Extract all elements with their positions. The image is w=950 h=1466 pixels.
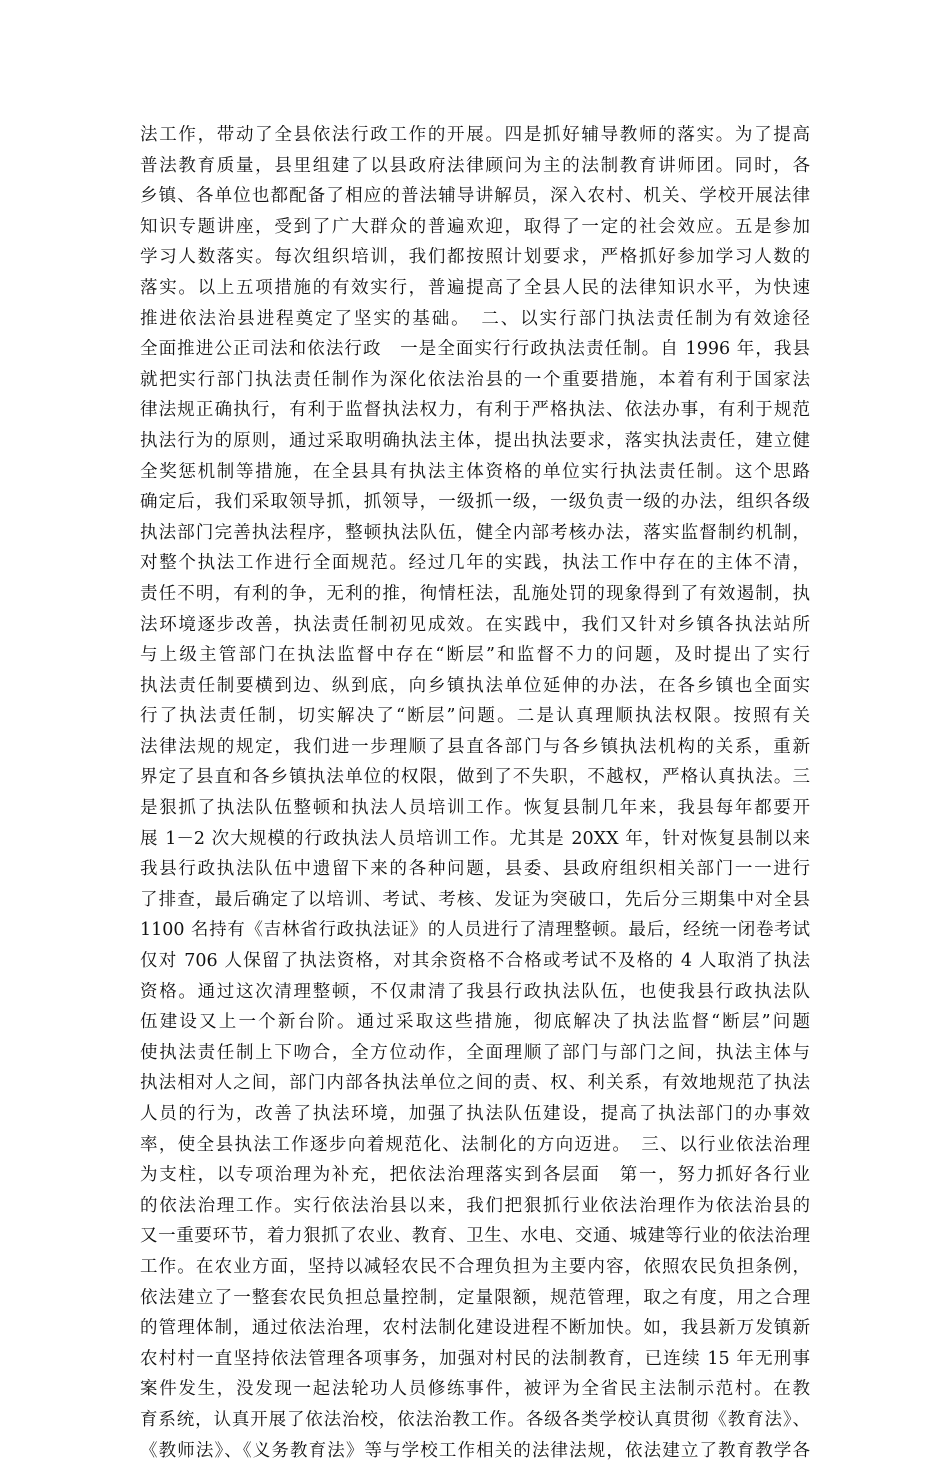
text-line: 全奖惩机制等措施，在全县具有执法主体资格的单位实行执法责任制。这个思路 bbox=[140, 461, 810, 482]
text-line: 对整个执法工作进行全面规范。经过几年的实践，执法工作中存在的主体不清， bbox=[140, 553, 810, 574]
body-text bbox=[140, 120, 810, 1466]
text-line: 乡镇、各单位也都配备了相应的普法辅导讲解员，深入农村、机关、学校开展法律 bbox=[140, 186, 810, 207]
text-line: 行了执法责任制，切实解决了“断层”问题。二是认真理顺执法权限。按照有关 bbox=[140, 706, 810, 727]
text-line: 法工作，带动了全县依法行政工作的开展。四是抓好辅导教师的落实。为了提高 bbox=[140, 125, 810, 145]
text-line: 知识专题讲座，受到了广大群众的普遍欢迎，取得了一定的社会效应。五是参加 bbox=[140, 216, 810, 237]
text-line: 责任不明，有利的争，无利的推，徇情枉法，乱施处罚的现象得到了有效遏制，执 bbox=[140, 583, 810, 604]
text-line: 就把实行部门执法责任制作为深化依法治县的一个重要措施，本着有利于国家法 bbox=[140, 369, 810, 390]
text-line: 我县行政执法队伍中遗留下来的各种问题，县委、县政府组织相关部门一一进行 bbox=[140, 859, 810, 880]
text-line: 是狠抓了执法队伍整顿和执法人员培训工作。恢复县制几年来，我县每年都要开 bbox=[140, 798, 810, 819]
text-line: 执法责任制要横到边、纵到底，向乡镇执法单位延伸的办法，在各乡镇也全面实 bbox=[140, 675, 810, 696]
text-line: 工作。在农业方面，坚持以减轻农民不合理负担为主要内容，依照农民负担条例， bbox=[140, 1256, 810, 1277]
text-line: 人员的行为，改善了执法环境，加强了执法队伍建设，提高了执法部门的办事效 bbox=[140, 1104, 810, 1124]
text-line: 依法建立了一整套农民负担总量控制，定量限额，规范管理，取之有度，用之合理 bbox=[140, 1287, 810, 1308]
text-line: 《教师法》、《义务教育法》等与学校工作相关的法律法规，依法建立了教育教学各 bbox=[140, 1440, 810, 1461]
text-line: 仅对 706 人保留了执法资格，对其余资格不合格或考试不及格的 4 人取消了执法 bbox=[140, 951, 810, 972]
text-line: 的管理体制，通过依法治理，农村法制化建设进程不断加快。如，我县新万发镇新 bbox=[140, 1318, 810, 1339]
text-line: 率，使全县执法工作逐步向着规范化、法制化的方向迈进。 三、以行业依法治理 bbox=[140, 1134, 810, 1155]
text-line: 执法相对人之间，部门内部各执法单位之间的责、权、利关系，有效地规范了执法 bbox=[140, 1073, 810, 1094]
text-line: 执法行为的原则，通过采取明确执法主体，提出执法要求，落实执法责任，建立健 bbox=[140, 430, 810, 451]
text-line: 育系统，认真开展了依法治校，依法治教工作。各级各类学校认真贯彻《教育法》、 bbox=[140, 1409, 810, 1430]
text-line: 展 1－2 次大规模的行政执法人员培训工作。尤其是 20XX 年，针对恢复县制以来 bbox=[140, 828, 810, 849]
text-line: 为支柱，以专项治理为补充，把依法治理落实到各层面 第一，努力抓好各行业 bbox=[140, 1165, 810, 1186]
text-line: 使执法责任制上下吻合，全方位动作，全面理顺了部门与部门之间，执法主体与 bbox=[140, 1042, 810, 1063]
text-line: 执法部门完善执法程序，整顿执法队伍，健全内部考核办法，落实监督制约机制， bbox=[140, 522, 810, 543]
text-line: 全面推进公正司法和依法行政 一是全面实行行政执法责任制。自 1996 年，我县 bbox=[140, 339, 810, 360]
text-line: 确定后，我们采取领导抓，抓领导，一级抓一级，一级负责一级的办法，组织各级 bbox=[140, 492, 810, 513]
text-line: 案件发生，没发现一起法轮功人员修练事件，被评为全省民主法制示范村。在教 bbox=[140, 1379, 810, 1400]
text-line: 资格。通过这次清理整顿，不仅肃清了我县行政执法队伍，也使我县行政执法队 bbox=[140, 981, 810, 1002]
text-line: 界定了县直和各乡镇执法单位的权限，做到了不失职，不越权，严格认真执法。三 bbox=[140, 767, 810, 788]
text-line: 与上级主管部门在执法监督中存在“断层”和监督不力的问题，及时提出了实行 bbox=[140, 645, 810, 666]
text-line: 了排查，最后确定了以培训、考试、考核、发证为突破口，先后分三期集中对全县 bbox=[140, 889, 810, 910]
text-line: 法律法规的规定，我们进一步理顺了县直各部门与各乡镇执法机构的关系，重新 bbox=[140, 736, 810, 757]
text-line: 推进依法治县进程奠定了坚实的基础。 二、以实行部门执法责任制为有效途径 bbox=[140, 308, 810, 329]
text-line: 1100 名持有《吉林省行政执法证》的人员进行了清理整顿。最后，经统一闭卷考试 bbox=[140, 920, 810, 941]
text-line: 学习人数落实。每次组织培训，我们都按照计划要求，严格抓好参加学习人数的 bbox=[140, 247, 810, 268]
text-line: 法环境逐步改善，执法责任制初见成效。在实践中，我们又针对乡镇各执法站所 bbox=[140, 614, 810, 635]
text-line: 普法教育质量，县里组建了以县政府法律顾问为主的法制教育讲师团。同时，各 bbox=[140, 155, 810, 176]
text-line: 又一重要环节，着力狠抓了农业、教育、卫生、水电、交通、城建等行业的依法治理 bbox=[140, 1226, 810, 1247]
text-line: 农村村一直坚持依法管理各项事务，加强对村民的法制教育，已连续 15 年无刑事 bbox=[140, 1348, 810, 1369]
text-line: 落实。以上五项措施的有效实行，普遍提高了全县人民的法律知识水平，为快速 bbox=[140, 277, 810, 298]
text-line: 律法规正确执行，有利于监督执法权力，有利于严格执法、依法办事，有利于规范 bbox=[140, 400, 810, 421]
text-line: 的依法治理工作。实行依法治县以来，我们把狠抓行业依法治理作为依法治县的 bbox=[140, 1195, 810, 1216]
text-line: 伍建设又上一个新台阶。通过采取这些措施，彻底解决了执法监督“断层”问题 bbox=[140, 1012, 810, 1033]
